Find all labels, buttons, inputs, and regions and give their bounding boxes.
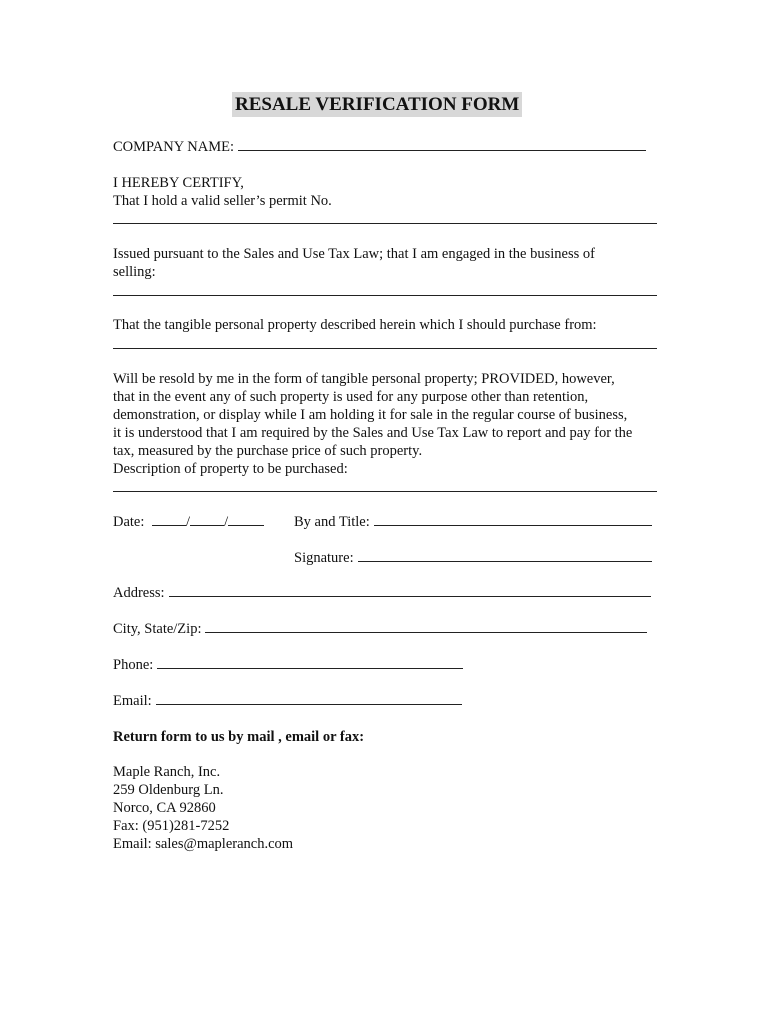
issued-line: Issued pursuant to the Sales and Use Tax Law; that I am engaged in the business of: [113, 246, 595, 262]
email-field[interactable]: [156, 692, 462, 705]
date-year-field[interactable]: [228, 513, 264, 526]
signature-field[interactable]: [358, 549, 652, 562]
return-company: Maple Ranch, Inc.: [113, 764, 221, 780]
phone-label: Phone:: [113, 657, 154, 673]
permit-text: That I hold a valid seller’s permit No.: [113, 193, 332, 209]
email-row: [113, 692, 462, 710]
city-state-zip-field[interactable]: [205, 620, 647, 633]
resold-paragraph: [113, 370, 661, 478]
company-name-label: COMPANY NAME:: [113, 139, 234, 155]
resold-line: demonstration, or display while I am holding it for sale in the regular course of business,: [113, 407, 628, 423]
return-email: Email: sales@mapleranch.com: [113, 836, 294, 852]
return-city: Norco, CA 92860: [113, 800, 216, 816]
property-description-field[interactable]: [113, 491, 657, 492]
issued-paragraph: [113, 245, 661, 281]
phone-row: [113, 656, 463, 674]
company-name-field[interactable]: [238, 138, 646, 151]
form-title: RESALE VERIFICATION FORM: [232, 92, 522, 117]
address-row: [113, 584, 651, 602]
purchase-from-field[interactable]: [113, 348, 657, 349]
resold-line: tax, measured by the purchase price of such property.: [113, 443, 423, 459]
date-month-field[interactable]: [152, 513, 186, 526]
city-state-zip-label: City, State/Zip:: [113, 621, 202, 637]
resold-line: Will be resold by me in the form of tangible personal property; PROVIDED, however,: [113, 371, 615, 387]
resold-line: that in the event any of such property is used for any purpose other than retention,: [113, 389, 589, 405]
phone-field[interactable]: [157, 656, 463, 669]
issued-line: selling:: [113, 264, 156, 280]
return-street: 259 Oldenburg Ln.: [113, 782, 224, 798]
date-day-field[interactable]: [190, 513, 224, 526]
email-label: Email:: [113, 693, 152, 709]
address-label: Address:: [113, 585, 165, 601]
business-selling-field[interactable]: [113, 295, 657, 296]
permit-number-field[interactable]: [113, 223, 657, 224]
by-title-row: [294, 513, 652, 531]
date-label: Date:: [113, 514, 145, 530]
signature-row: [294, 549, 652, 567]
return-address-block: [113, 763, 661, 853]
by-title-field[interactable]: [374, 513, 652, 526]
return-instruction: Return form to us by mail , email or fax:: [113, 729, 365, 745]
by-title-label: By and Title:: [294, 514, 370, 530]
address-field[interactable]: [169, 584, 651, 597]
certify-heading: I HEREBY CERTIFY,: [113, 175, 244, 191]
property-from-text: That the tangible personal property described herein which I should purchase from:: [113, 317, 597, 333]
signature-label: Signature:: [294, 550, 354, 566]
description-label: Description of property to be purchased:: [113, 461, 348, 477]
resold-line: it is understood that I am required by the Sales and Use Tax Law to report and pay for the: [113, 425, 633, 441]
return-fax: Fax: (951)281-7252: [113, 818, 230, 834]
date-row: [113, 513, 264, 531]
date-separator: /: [224, 514, 229, 530]
company-name-row: [113, 138, 646, 156]
city-state-zip-row: [113, 620, 647, 638]
date-separator: /: [186, 514, 191, 530]
